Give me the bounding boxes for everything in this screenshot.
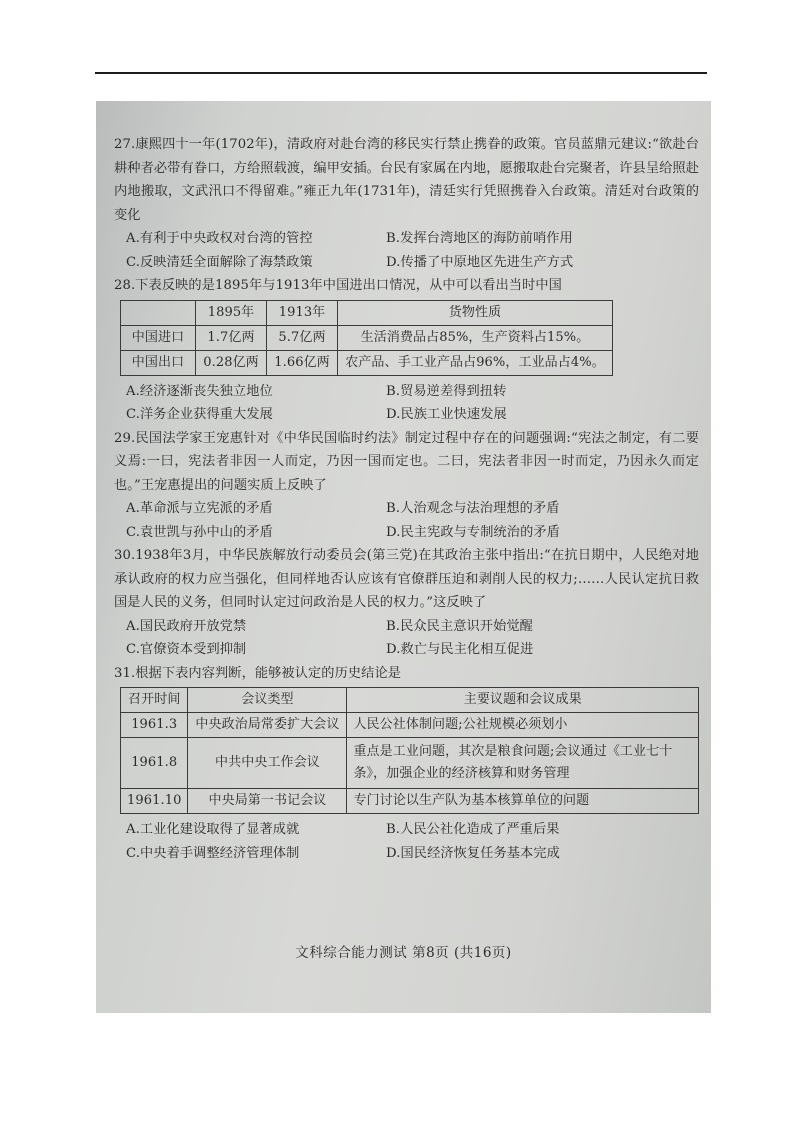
meeting-table xyxy=(120,687,699,814)
table-row xyxy=(121,738,699,789)
question-30 xyxy=(114,544,699,662)
table-cell: 农产品、手工业产品占96%，工业品占4%。 xyxy=(338,350,613,375)
option-b: B.人民公社化造成了严重后果 xyxy=(386,822,560,837)
option-b: B.发挥台湾地区的海防前哨作用 xyxy=(386,231,573,246)
table-cell: 中国进口 xyxy=(121,325,196,350)
option-b: B.民众民主意识开始觉醒 xyxy=(386,618,533,634)
exam-page-photo xyxy=(96,101,711,1013)
table-header-cell: 货物性质 xyxy=(338,300,613,325)
table-row xyxy=(121,789,699,814)
option-c: C.袁世凯与孙中山的矛盾 xyxy=(126,524,273,540)
option-b: B.贸易逆差得到扭转 xyxy=(386,383,507,399)
table-header-row xyxy=(121,688,699,713)
question-31 xyxy=(114,662,699,866)
table-row xyxy=(121,350,613,375)
option-a: A.有利于中央政权对台湾的管控 xyxy=(126,231,313,246)
question-30-options xyxy=(126,615,699,662)
question-29 xyxy=(114,427,699,545)
option-d: D.救亡与民主化相互促进 xyxy=(386,642,534,657)
table-cell: 1961.10 xyxy=(121,789,188,814)
question-27-stem: 27.康熙四十一年(1702年)，清政府对赴台湾的移民实行禁止携眷的政策。官员蓝鼎元建议:“欲赴台耕种者必带有眷口，方给照载渡，编甲安插。台民有家属在内地，愿搬取赴台完聚者，许县呈给照赴内地搬取，文武汛口不得留难。”雍正九年(1731年)，清廷实行凭照携眷入台政策。清廷对台政策的变化 xyxy=(114,137,699,223)
trade-table xyxy=(120,300,613,376)
table-cell: 中央政治局常委扩大会议 xyxy=(188,713,347,738)
question-30-stem: 30.1938年3月，中华民族解放行动委员会(第三党)在其政治主张中指出:“在抗日期中，人民绝对地承认政府的权力应当强化，但同样地否认应该有官僚群压迫和剥削人民的权力;……人民认定抗日救国是人民的义务，但同时认定过问政治是人民的权力。”这反映了 xyxy=(114,548,699,610)
question-27 xyxy=(114,133,699,274)
option-d: D.民主宪政与专制统治的矛盾 xyxy=(386,524,560,540)
table-row xyxy=(121,713,699,738)
option-d: D.传播了中原地区先进生产方式 xyxy=(386,254,574,270)
question-29-stem: 29.民国法学家王宠惠针对《中华民国临时约法》制定过程中存在的问题强调:“宪法之制定，有二要义焉:一曰，宪法者非因一人而定，乃因一国而定也。二曰，宪法者非因一时而定，乃因永久而定也。”王宠惠提出的问题实质上反映了 xyxy=(114,430,699,493)
table-cell: 0.28亿两 xyxy=(196,350,267,375)
option-a: A.国民政府开放党禁 xyxy=(126,618,247,634)
table-header-cell: 召开时间 xyxy=(121,688,188,713)
table-header-cell: 1913年 xyxy=(267,300,338,325)
question-28-options xyxy=(126,380,699,427)
table-cell: 重点是工业问题，其次是粮食问题;会议通过《工业七十条》，加强企业的经济核算和财务管理 xyxy=(347,738,699,789)
question-28-stem: 28.下表反映的是1895年与1913年中国进出口情况，从中可以看出当时中国 xyxy=(114,278,562,293)
table-header-cell: 会议类型 xyxy=(188,688,347,713)
option-a: A.革命派与立宪派的矛盾 xyxy=(126,501,273,516)
table-cell: 生活消费品占85%，生产资料占15%。 xyxy=(338,325,613,350)
table-cell: 中央局第一书记会议 xyxy=(188,789,347,814)
table-row xyxy=(121,325,613,350)
table-cell: 1.66亿两 xyxy=(267,350,338,375)
question-31-options xyxy=(126,818,699,865)
option-c: C.官僚资本受到抑制 xyxy=(126,642,247,657)
option-a: A.工业化建设取得了显著成就 xyxy=(126,822,300,837)
table-cell: 专门讨论以生产队为基本核算单位的问题 xyxy=(347,789,699,814)
table-cell: 中共中央工作会议 xyxy=(188,738,347,789)
table-header-row xyxy=(121,300,613,325)
table-header-cell: 1895年 xyxy=(196,300,267,325)
page-footer: 文科综合能力测试 第8页 (共16页) xyxy=(295,945,512,961)
option-a: A.经济逐渐丧失独立地位 xyxy=(126,383,273,399)
questions xyxy=(114,133,699,865)
question-28 xyxy=(114,274,699,427)
option-d: D.民族工业快速发展 xyxy=(386,407,507,422)
option-b: B.人治观念与法治理想的矛盾 xyxy=(386,501,560,516)
table-cell: 1.7亿两 xyxy=(196,325,267,350)
table-cell: 1961.3 xyxy=(121,713,188,738)
question-29-options xyxy=(126,497,699,544)
option-d: D.国民经济恢复任务基本完成 xyxy=(386,845,560,861)
table-header-cell: 主要议题和会议成果 xyxy=(347,688,699,713)
table-header-cell xyxy=(121,300,196,325)
option-c: C.中央着手调整经济管理体制 xyxy=(126,845,300,861)
table-cell: 中国出口 xyxy=(121,350,196,375)
table-cell: 1961.8 xyxy=(121,738,188,789)
header-rule xyxy=(95,72,707,74)
option-c: C.反映清廷全面解除了海禁政策 xyxy=(126,254,313,270)
question-31-stem: 31.根据下表内容判断，能够被认定的历史结论是 xyxy=(114,665,402,681)
option-c: C.洋务企业获得重大发展 xyxy=(126,407,273,422)
table-cell: 5.7亿两 xyxy=(267,325,338,350)
table-cell: 人民公社体制问题;公社规模必须划小 xyxy=(347,713,699,738)
question-27-options xyxy=(126,227,699,274)
